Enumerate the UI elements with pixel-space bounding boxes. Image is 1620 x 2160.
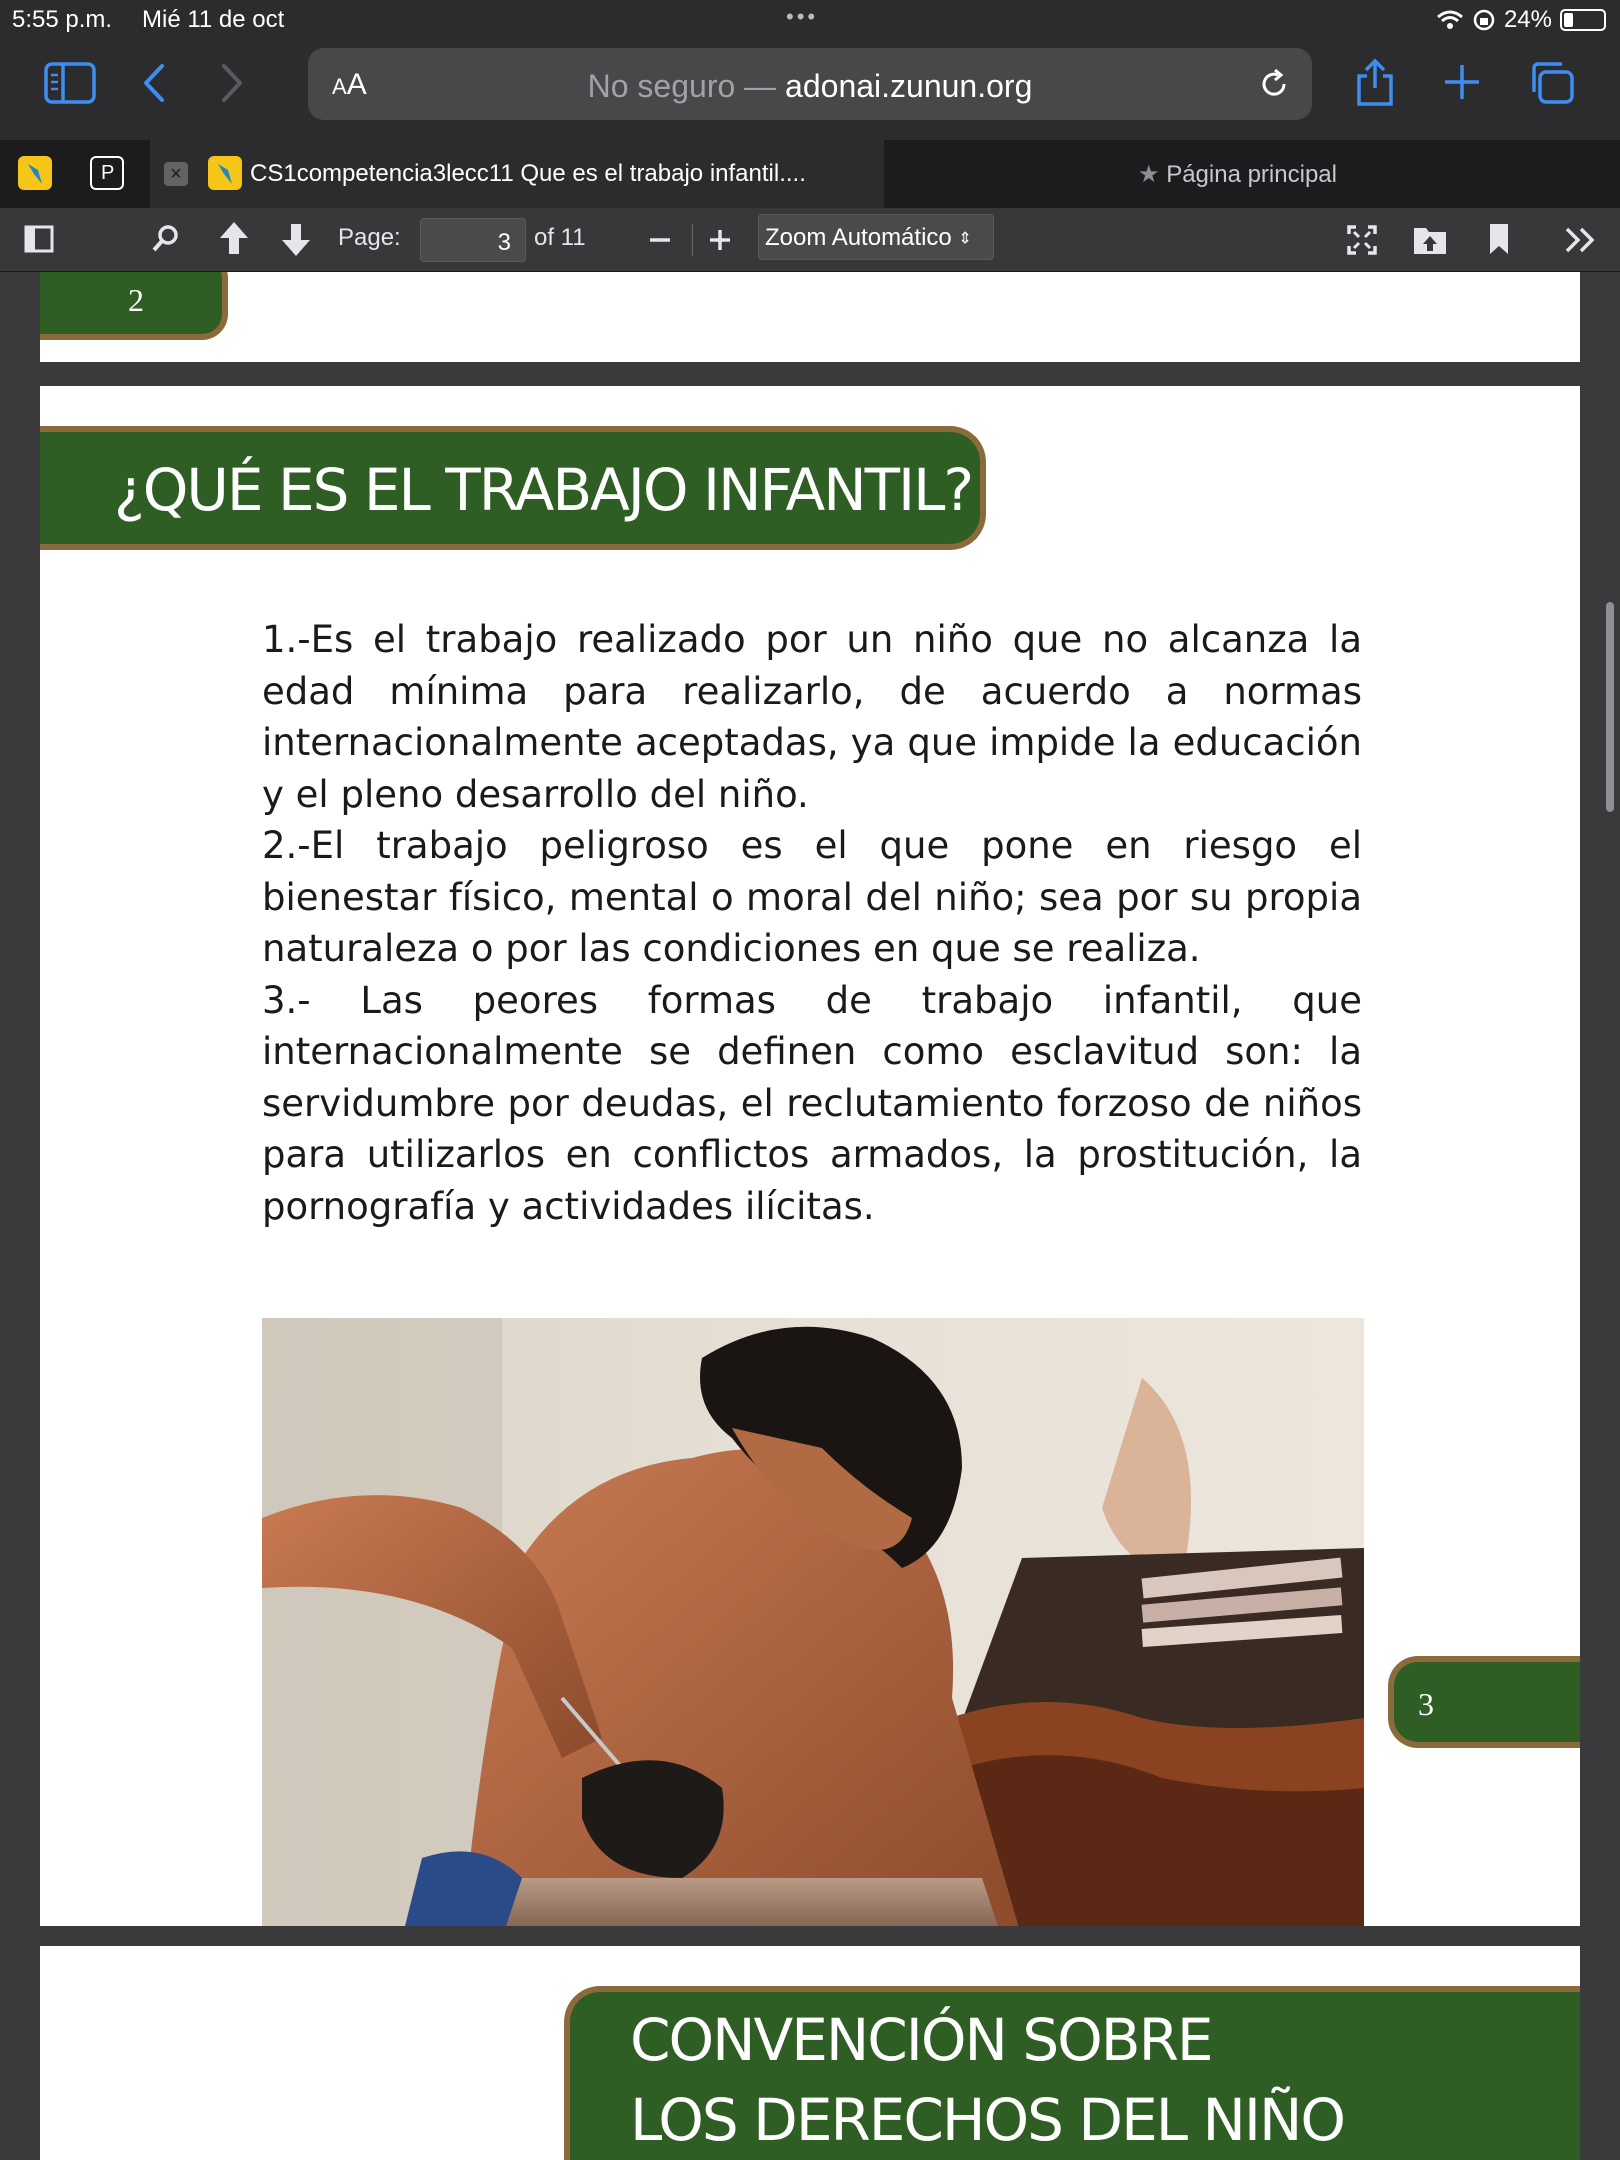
star-icon: ★ xyxy=(1138,161,1160,188)
bookmark-icon[interactable] xyxy=(1488,222,1510,256)
arrow-down-icon[interactable] xyxy=(280,222,312,258)
tab-title: CS1competencia3lecc11 Que es el trabajo infantil.... xyxy=(250,160,806,187)
wifi-icon xyxy=(1436,9,1464,31)
back-icon[interactable] xyxy=(140,62,168,104)
prev-page-number: 2 xyxy=(128,282,144,318)
share-icon[interactable] xyxy=(1354,58,1396,108)
paragraph-2: 2.-El trabajo peligroso es el que pone en riesgo el bienestar físico, mental o moral del niño; sea por su propia naturaleza o por las condiciones en que se realiza. xyxy=(262,824,1362,970)
favicon-icon xyxy=(208,156,242,190)
tab-active[interactable] xyxy=(150,140,884,208)
body-text xyxy=(262,614,1362,1232)
status-date: Mié 11 de oct xyxy=(142,6,285,33)
forward-icon[interactable] xyxy=(218,62,246,104)
next-heading-line2: LOS DERECHOS DEL NIÑO xyxy=(630,2086,1345,2154)
p-icon: P xyxy=(101,162,115,184)
page-label: Page: xyxy=(338,224,401,251)
tab-home-label: Página principal xyxy=(1166,161,1337,188)
hummingbird-icon xyxy=(18,156,52,190)
fullscreen-icon[interactable] xyxy=(1346,224,1378,256)
paragraph-3: 3.- Las peores formas de trabajo infantil, que internacionalmente se definen como esclavitud son: la servidumbre por deudas, el reclutamiento forzoso de niños para utilizarlos en conflictos armados, la prostitución, la pornografía y actividades ilícitas. xyxy=(262,978,1362,1228)
plus-icon[interactable] xyxy=(708,228,732,252)
url-host: adonai.zunun.org xyxy=(785,68,1033,104)
battery-level xyxy=(1564,13,1573,27)
url-display[interactable] xyxy=(308,68,1312,105)
sidebar-toggle-icon[interactable] xyxy=(24,224,54,254)
page-number-input[interactable]: 3 xyxy=(420,218,526,262)
sidebar-icon[interactable] xyxy=(44,62,96,104)
zoom-value: Zoom Automático xyxy=(765,224,952,251)
battery-icon xyxy=(1560,9,1606,31)
divider xyxy=(692,224,693,256)
page-number-tab xyxy=(1388,1656,1580,1748)
tabs-overview-icon[interactable] xyxy=(1528,60,1576,106)
next-heading-line1: CONVENCIÓN SOBRE xyxy=(630,2006,1212,2074)
pdf-page-3 xyxy=(40,386,1580,1926)
pdf-page-4 xyxy=(40,1946,1580,2160)
multitasking-dots-icon[interactable]: ••• xyxy=(786,4,819,29)
orientation-lock-icon xyxy=(1472,8,1496,32)
close-icon[interactable]: × xyxy=(164,162,188,186)
arrow-up-icon[interactable] xyxy=(218,220,250,256)
paragraph-1: 1.-Es el trabajo realizado por un niño que no alcanza la edad mínima para realizarlo, de acuerdo a normas internacionalmente aceptadas, ya que impide la educación y el pleno desarrollo del niño. xyxy=(262,618,1362,816)
select-arrows-icon: ⇕ xyxy=(958,230,972,248)
page-number-tab xyxy=(40,272,228,340)
browser-toolbar xyxy=(0,40,1620,140)
open-file-icon[interactable] xyxy=(1412,222,1448,256)
battery-percent: 24% xyxy=(1503,6,1552,33)
security-warning: No seguro — xyxy=(587,68,777,104)
pinned-tab-1[interactable] xyxy=(18,156,52,190)
next-heading-banner xyxy=(564,1986,1580,2160)
address-bar[interactable] xyxy=(308,48,1312,120)
page-heading: ¿QUÉ ES EL TRABAJO INFANTIL? xyxy=(114,456,973,524)
heading-banner xyxy=(40,426,986,550)
minus-icon[interactable] xyxy=(648,230,672,250)
zoom-select[interactable] xyxy=(758,214,994,260)
page-total: of 11 xyxy=(534,224,586,251)
status-bar xyxy=(0,0,1620,40)
pdf-toolbar xyxy=(0,208,1620,272)
pinned-tab-2[interactable] xyxy=(90,156,124,190)
pdf-page-2 xyxy=(40,272,1580,362)
status-time: 5:55 p.m. xyxy=(12,6,113,33)
page-number: 3 xyxy=(1418,1686,1434,1722)
scrollbar[interactable] xyxy=(1606,602,1614,812)
new-tab-icon[interactable] xyxy=(1442,62,1482,102)
more-tools-icon[interactable] xyxy=(1564,226,1598,254)
text-size-button[interactable]: AA xyxy=(332,68,367,101)
tab-home[interactable] xyxy=(1138,160,1337,189)
pdf-viewer[interactable] xyxy=(0,272,1620,2160)
reload-icon[interactable] xyxy=(1256,66,1292,102)
search-icon[interactable] xyxy=(150,222,182,254)
child-labor-photo xyxy=(262,1318,1364,1926)
tab-bar xyxy=(0,140,1620,208)
status-right xyxy=(1436,6,1606,34)
